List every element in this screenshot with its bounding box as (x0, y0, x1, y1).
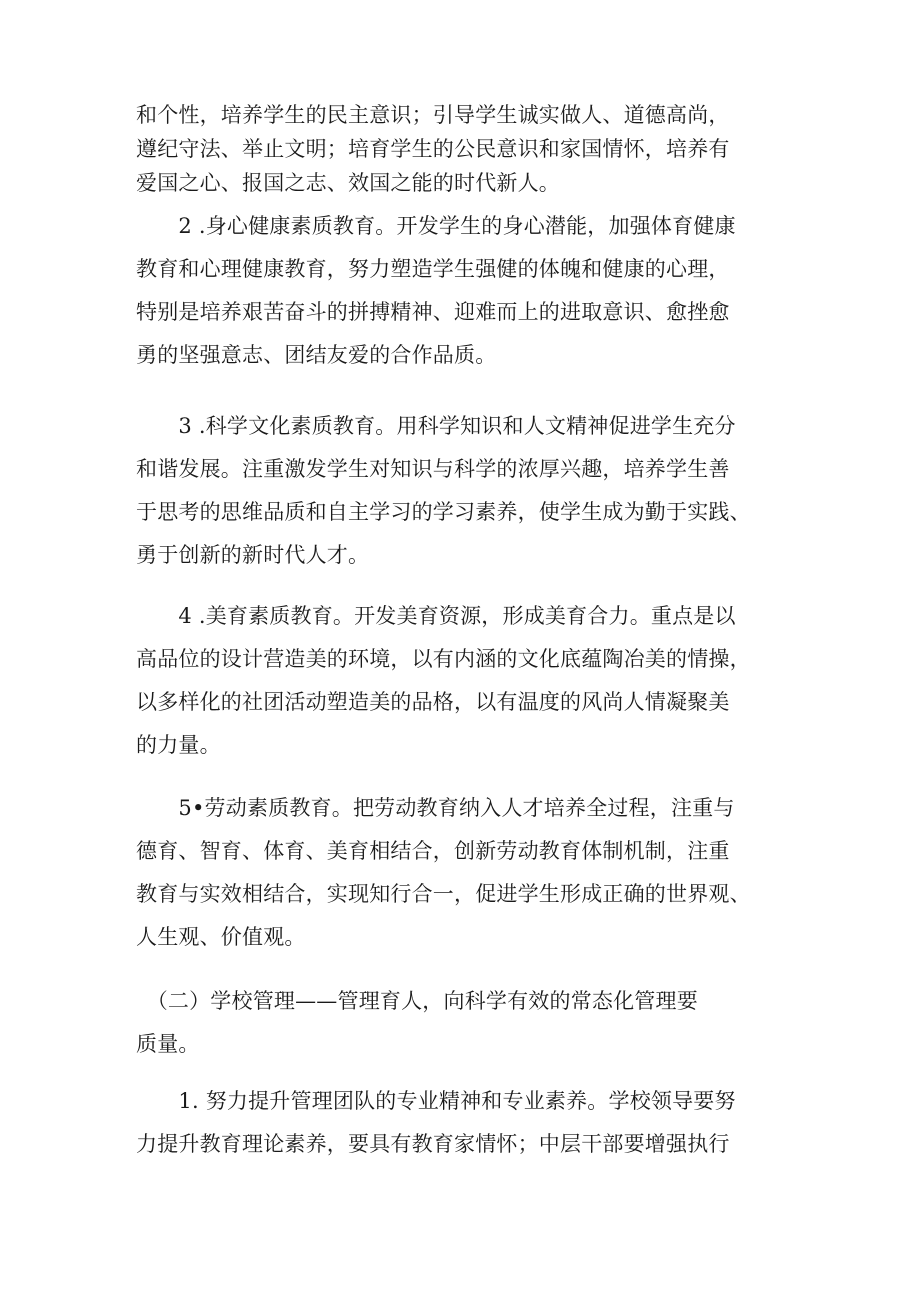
text-line: 教育和心理健康教育，努力塑造学生强健的体魄和健康的心理， (136, 257, 730, 281)
text-line: 的力量。 (136, 733, 221, 757)
text-line: 和个性，培养学生的民主意识；引导学生诚实做人、道德高尚， (136, 103, 730, 127)
text-line: 和谐发展。注重激发学生对知识与科学的浓厚兴趣，培养学生善 (136, 457, 730, 481)
text-line: 爱国之心、报国之志、效国之能的时代新人。 (136, 171, 560, 195)
text-line: 特别是培养艰苦奋斗的拼搏精神、迎难而上的进取意识、愈挫愈 (136, 300, 730, 324)
text-line: 教育与实效相结合，实现知行合一，促进学生形成正确的世界观、 (136, 882, 751, 906)
text-line: 力提升教育理论素养，要具有教育家情怀；中层干部要增强执行 (136, 1132, 730, 1156)
paragraph-science-culture (136, 405, 796, 577)
text-line: 遵纪守法、举止文明；培育学生的公民意识和家国情怀，培养有 (136, 137, 730, 161)
text-line: 勇于创新的新时代人才。 (136, 543, 370, 567)
text-line: 于思考的思维品质和自主学习的学习素养，使学生成为勤于实践、 (136, 500, 751, 524)
text-line: 5•劳动素质教育。把劳动教育纳入人才培养全过程，注重与 (136, 796, 735, 820)
paragraph-ideology-continued (136, 98, 796, 200)
text-line: 1. 努力提升管理团队的专业精神和专业素养。学校领导要努 (136, 1089, 736, 1113)
text-line: 3 .科学文化素质教育。用科学知识和人文精神促进学生充分 (136, 414, 736, 438)
paragraph-physical-mental-health (136, 205, 796, 377)
text-line: 人生观、价值观。 (136, 925, 306, 949)
text-line: 德育、智育、体育、美育相结合，创新劳动教育体制机制，注重 (136, 839, 730, 863)
text-line: 质量。 (136, 1032, 200, 1056)
text-line: 4 .美育素质教育。开发美育资源，形成美育合力。重点是以 (136, 604, 736, 628)
paragraph-management-team (136, 1080, 796, 1166)
paragraph-aesthetic-education (136, 595, 796, 767)
text-line: 以多样化的社团活动塑造美的品格，以有温度的风尚人情凝聚美 (136, 690, 730, 714)
text-line: 高品位的设计营造美的环境，以有内涵的文化底蕴陶冶美的情操， (136, 647, 751, 671)
text-line: （二）学校管理——管理育人，向科学有效的常态化管理要 (136, 989, 698, 1013)
paragraph-labor-education (136, 787, 796, 959)
text-line: 2 .身心健康素质教育。开发学生的身心潜能，加强体育健康 (136, 214, 736, 238)
text-line: 勇的坚强意志、团结友爱的合作品质。 (136, 343, 497, 367)
section-heading-school-management (136, 980, 796, 1066)
